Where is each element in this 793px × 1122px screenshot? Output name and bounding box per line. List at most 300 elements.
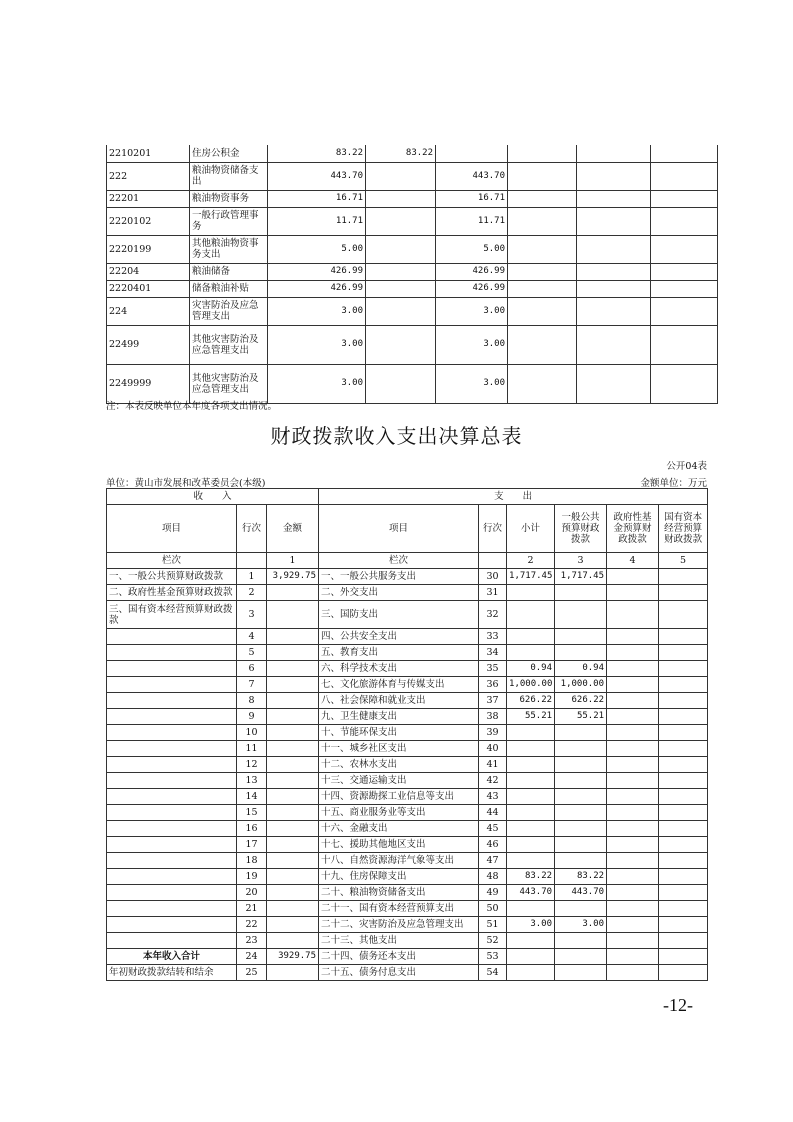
cell-in-line: 22 [237, 917, 267, 933]
cell-in-item [107, 869, 237, 885]
cell-in-line: 15 [237, 805, 267, 821]
cell-in-amt [267, 869, 319, 885]
cell-total: 5.00 [268, 235, 366, 263]
table-row [107, 569, 708, 585]
cell-in-amt [267, 789, 319, 805]
cell-in-item: 一、一般公共预算财政拨款 [107, 569, 237, 585]
cell-project [436, 145, 508, 162]
cell-state [659, 677, 708, 693]
cell-fund [607, 645, 659, 661]
cell-basic [366, 235, 436, 263]
cell-c6 [577, 364, 651, 403]
cell-in-item [107, 821, 237, 837]
cell-total: 426.99 [268, 280, 366, 297]
table-row [107, 805, 708, 821]
cell-ex-item: 二十三、其他支出 [319, 933, 479, 949]
cell-sub [507, 601, 555, 629]
cell-ex-item: 二十一、国有资本经营预算支出 [319, 901, 479, 917]
cell-in-item [107, 629, 237, 645]
col-general: 一般公共预算财政拨款 [555, 505, 607, 553]
cell-name: 其他灾害防治及应急管理支出 [190, 364, 268, 403]
cell-state [659, 885, 708, 901]
table-note: 注：本表反映单位本年度各项支出情况。 [106, 401, 278, 412]
cell-in-amt [267, 725, 319, 741]
cell-ex-line: 34 [479, 645, 507, 661]
cell-ex-item: 六、科学技术支出 [319, 661, 479, 677]
cell-in-item [107, 725, 237, 741]
cell-total: 443.70 [268, 162, 366, 190]
cell-total: 3.00 [268, 325, 366, 364]
cell-in-amt [267, 837, 319, 853]
cell-ex-item: 十七、援助其他地区支出 [319, 837, 479, 853]
table-row [107, 645, 708, 661]
cell-in-item: 二、政府性基金预算财政拨款 [107, 585, 237, 601]
cell-state [659, 789, 708, 805]
cell-c6 [577, 145, 651, 162]
cell-c7 [651, 297, 718, 325]
cell-name: 灾害防治及应急管理支出 [190, 297, 268, 325]
cell-fund [607, 629, 659, 645]
cell-in-line: 21 [237, 901, 267, 917]
cell-code: 2220102 [107, 207, 190, 235]
cell-gen: 443.70 [555, 885, 607, 901]
cell-ex-line: 54 [479, 965, 507, 981]
cell-sub: 83.22 [507, 869, 555, 885]
cell-sub: 0.94 [507, 661, 555, 677]
amount-unit: 金额单位：万元 [640, 478, 707, 489]
cell-ex-line: 37 [479, 693, 507, 709]
cell-in-line: 3 [237, 601, 267, 629]
cell-state [659, 869, 708, 885]
cell-ex-item: 二十四、债务还本支出 [319, 949, 479, 965]
cell-sub: 55.21 [507, 709, 555, 725]
cell-sub [507, 773, 555, 789]
cell-ex-line: 30 [479, 569, 507, 585]
cell-in-item: 本年收入合计 [107, 949, 237, 965]
cell-in-line: 18 [237, 853, 267, 869]
cell-sub [507, 725, 555, 741]
table-row [107, 789, 708, 805]
table-row [107, 325, 718, 364]
cell-ex-item: 七、文化旅游体育与传媒支出 [319, 677, 479, 693]
cell-in-line: 6 [237, 661, 267, 677]
cell-ex-line: 45 [479, 821, 507, 837]
table-row [107, 725, 708, 741]
cell-total: 83.22 [268, 145, 366, 162]
table-row [107, 162, 718, 190]
cell-in-item [107, 741, 237, 757]
cell-ex-item: 十、节能环保支出 [319, 725, 479, 741]
cell-in-line: 20 [237, 885, 267, 901]
cell-ex-line: 35 [479, 661, 507, 677]
table-row [107, 917, 708, 933]
cell-ex-line: 42 [479, 773, 507, 789]
cell-state [659, 693, 708, 709]
cell-ex-item: 一、一般公共服务支出 [319, 569, 479, 585]
cell-sub [507, 789, 555, 805]
cell-ex-item: 二十、粮油物资储备支出 [319, 885, 479, 901]
cell-sub [507, 805, 555, 821]
cell-c6 [577, 207, 651, 235]
cell-gen [555, 821, 607, 837]
cell-in-amt [267, 693, 319, 709]
idx-label: 栏次 [107, 553, 237, 569]
cell-sub: 626.22 [507, 693, 555, 709]
cell-c5 [508, 207, 577, 235]
cell-in-line: 7 [237, 677, 267, 693]
cell-ex-item: 十五、商业服务业等支出 [319, 805, 479, 821]
cell-gen [555, 725, 607, 741]
cell-fund [607, 773, 659, 789]
cell-state [659, 933, 708, 949]
cell-c7 [651, 325, 718, 364]
table-row [107, 821, 708, 837]
cell-project: 3.00 [436, 297, 508, 325]
cell-in-line: 4 [237, 629, 267, 645]
cell-ex-line: 33 [479, 629, 507, 645]
cell-in-item [107, 773, 237, 789]
cell-in-item [107, 901, 237, 917]
cell-gen [555, 601, 607, 629]
cell-code: 22499 [107, 325, 190, 364]
cell-ex-line: 44 [479, 805, 507, 821]
cell-fund [607, 661, 659, 677]
cell-in-amt [267, 853, 319, 869]
cell-gen [555, 837, 607, 853]
cell-c5 [508, 325, 577, 364]
cell-ex-line: 48 [479, 869, 507, 885]
cell-gen: 83.22 [555, 869, 607, 885]
expense-header: 支 出 [319, 489, 708, 505]
cell-c5 [508, 190, 577, 207]
cell-in-amt [267, 661, 319, 677]
cell-sub [507, 901, 555, 917]
cell-ex-item: 二十五、债务付息支出 [319, 965, 479, 981]
cell-state [659, 837, 708, 853]
cell-in-line: 12 [237, 757, 267, 773]
cell-in-item [107, 677, 237, 693]
cell-in-amt [267, 741, 319, 757]
cell-state [659, 853, 708, 869]
cell-in-line: 17 [237, 837, 267, 853]
cell-basic [366, 325, 436, 364]
cell-fund [607, 677, 659, 693]
cell-fund [607, 965, 659, 981]
cell-gen: 626.22 [555, 693, 607, 709]
cell-c5 [508, 364, 577, 403]
cell-c7 [651, 364, 718, 403]
cell-total: 3.00 [268, 364, 366, 403]
cell-in-amt [267, 965, 319, 981]
table-row [107, 773, 708, 789]
cell-c5 [508, 235, 577, 263]
cell-total: 16.71 [268, 190, 366, 207]
cell-gen [555, 645, 607, 661]
cell-code: 22204 [107, 263, 190, 280]
cell-total: 3.00 [268, 297, 366, 325]
col-item: 项目 [107, 505, 237, 553]
cell-ex-line: 32 [479, 601, 507, 629]
cell-ex-item: 五、教育支出 [319, 645, 479, 661]
expenditure-detail-table [106, 145, 718, 404]
section-header-row [107, 489, 708, 505]
cell-basic: 83.22 [366, 145, 436, 162]
cell-project: 3.00 [436, 364, 508, 403]
cell-in-item [107, 693, 237, 709]
cell-c6 [577, 235, 651, 263]
cell-c5 [508, 162, 577, 190]
col-state: 国有资本经营预算财政拨款 [659, 505, 708, 553]
col-line: 行次 [237, 505, 267, 553]
cell-ex-item: 十二、农林水支出 [319, 757, 479, 773]
cell-in-item [107, 757, 237, 773]
cell-in-amt [267, 901, 319, 917]
idx-1: 1 [267, 553, 319, 569]
cell-fund [607, 569, 659, 585]
cell-ex-line: 50 [479, 901, 507, 917]
cell-c7 [651, 162, 718, 190]
cell-sub: 1,000.00 [507, 677, 555, 693]
cell-sub [507, 933, 555, 949]
cell-ex-line: 31 [479, 585, 507, 601]
col-subtotal: 小计 [507, 505, 555, 553]
cell-c7 [651, 280, 718, 297]
column-index-row [107, 553, 708, 569]
table-row [107, 709, 708, 725]
cell-state [659, 965, 708, 981]
cell-fund [607, 933, 659, 949]
cell-sub [507, 741, 555, 757]
cell-sub: 443.70 [507, 885, 555, 901]
cell-fund [607, 949, 659, 965]
cell-in-line: 25 [237, 965, 267, 981]
cell-basic [366, 190, 436, 207]
cell-gen [555, 853, 607, 869]
cell-sub [507, 821, 555, 837]
cell-name: 一般行政管理事务 [190, 207, 268, 235]
page-title: 财政拨款收入支出决算总表 [270, 424, 523, 448]
cell-gen [555, 805, 607, 821]
cell-ex-item: 十八、自然资源海洋气象等支出 [319, 853, 479, 869]
cell-in-item [107, 805, 237, 821]
cell-ex-item: 二十二、灾害防治及应急管理支出 [319, 917, 479, 933]
cell-total: 11.71 [268, 207, 366, 235]
cell-ex-line: 40 [479, 741, 507, 757]
table-row [107, 601, 708, 629]
cell-code: 2220401 [107, 280, 190, 297]
cell-sub: 1,717.45 [507, 569, 555, 585]
cell-project: 11.71 [436, 207, 508, 235]
cell-state [659, 585, 708, 601]
cell-gen [555, 585, 607, 601]
cell-in-item [107, 853, 237, 869]
cell-state [659, 601, 708, 629]
cell-gen [555, 933, 607, 949]
cell-fund [607, 601, 659, 629]
idx-5: 5 [659, 553, 708, 569]
col-amount: 金额 [267, 505, 319, 553]
cell-in-amt [267, 629, 319, 645]
cell-gen: 1,000.00 [555, 677, 607, 693]
cell-in-item [107, 837, 237, 853]
cell-project: 443.70 [436, 162, 508, 190]
cell-code: 222 [107, 162, 190, 190]
cell-basic [366, 280, 436, 297]
cell-ex-line: 47 [479, 853, 507, 869]
col-fund: 政府性基金预算财政拨款 [607, 505, 659, 553]
cell-ex-item: 十三、交通运输支出 [319, 773, 479, 789]
cell-ex-line: 49 [479, 885, 507, 901]
cell-in-amt [267, 645, 319, 661]
cell-c6 [577, 263, 651, 280]
cell-fund [607, 885, 659, 901]
table-row [107, 757, 708, 773]
cell-gen: 0.94 [555, 661, 607, 677]
cell-in-amt [267, 677, 319, 693]
cell-fund [607, 725, 659, 741]
cell-ex-line: 53 [479, 949, 507, 965]
cell-in-line: 1 [237, 569, 267, 585]
cell-in-amt [267, 773, 319, 789]
cell-state [659, 917, 708, 933]
table-row [107, 661, 708, 677]
cell-fund [607, 585, 659, 601]
cell-c7 [651, 145, 718, 162]
idx-3: 3 [555, 553, 607, 569]
cell-in-amt [267, 585, 319, 601]
cell-name: 其他灾害防治及应急管理支出 [190, 325, 268, 364]
cell-total: 426.99 [268, 263, 366, 280]
table-row [107, 207, 718, 235]
cell-ex-item: 十六、金融支出 [319, 821, 479, 837]
form-number: 公开04表 [666, 461, 707, 472]
cell-fund [607, 693, 659, 709]
cell-project: 5.00 [436, 235, 508, 263]
cell-state [659, 805, 708, 821]
cell-in-line: 8 [237, 693, 267, 709]
cell-sub [507, 757, 555, 773]
cell-fund [607, 709, 659, 725]
cell-in-line: 16 [237, 821, 267, 837]
cell-c5 [508, 280, 577, 297]
idx-exp-label: 栏次 [319, 553, 479, 569]
cell-basic [366, 162, 436, 190]
cell-in-line: 9 [237, 709, 267, 725]
column-header-row [107, 505, 708, 553]
cell-code: 2220199 [107, 235, 190, 263]
cell-basic [366, 297, 436, 325]
cell-ex-line: 43 [479, 789, 507, 805]
cell-state [659, 725, 708, 741]
cell-in-line: 10 [237, 725, 267, 741]
cell-c5 [508, 145, 577, 162]
cell-gen [555, 949, 607, 965]
cell-code: 2249999 [107, 364, 190, 403]
cell-project: 16.71 [436, 190, 508, 207]
cell-name: 住房公积金 [190, 145, 268, 162]
income-header: 收 入 [107, 489, 319, 505]
cell-sub [507, 629, 555, 645]
cell-project: 3.00 [436, 325, 508, 364]
cell-code: 224 [107, 297, 190, 325]
cell-gen: 1,717.45 [555, 569, 607, 585]
cell-project: 426.99 [436, 263, 508, 280]
cell-ex-item: 十九、住房保障支出 [319, 869, 479, 885]
table-row [107, 869, 708, 885]
cell-in-item [107, 645, 237, 661]
table-row [107, 949, 708, 965]
cell-c5 [508, 263, 577, 280]
cell-c7 [651, 190, 718, 207]
cell-in-line: 2 [237, 585, 267, 601]
cell-state [659, 901, 708, 917]
cell-in-amt [267, 601, 319, 629]
cell-state [659, 773, 708, 789]
cell-sub [507, 965, 555, 981]
cell-fund [607, 789, 659, 805]
cell-in-item [107, 661, 237, 677]
cell-project: 426.99 [436, 280, 508, 297]
cell-c6 [577, 297, 651, 325]
cell-in-line: 11 [237, 741, 267, 757]
cell-ex-item: 十一、城乡社区支出 [319, 741, 479, 757]
cell-state [659, 569, 708, 585]
cell-state [659, 757, 708, 773]
table-row [107, 677, 708, 693]
cell-state [659, 629, 708, 645]
table-row [107, 585, 708, 601]
cell-name: 粮油物资储备支出 [190, 162, 268, 190]
cell-in-line: 13 [237, 773, 267, 789]
table-row [107, 280, 718, 297]
cell-ex-item: 四、公共安全支出 [319, 629, 479, 645]
table-row [107, 965, 708, 981]
cell-state [659, 949, 708, 965]
cell-code: 22201 [107, 190, 190, 207]
cell-sub [507, 853, 555, 869]
cell-ex-line: 36 [479, 677, 507, 693]
cell-in-amt [267, 709, 319, 725]
table-row [107, 837, 708, 853]
table-row [107, 235, 718, 263]
cell-ex-line: 38 [479, 709, 507, 725]
cell-state [659, 645, 708, 661]
cell-in-amt [267, 885, 319, 901]
cell-in-item [107, 789, 237, 805]
cell-fund [607, 741, 659, 757]
table-row [107, 190, 718, 207]
cell-ex-item: 八、社会保障和就业支出 [319, 693, 479, 709]
cell-c7 [651, 207, 718, 235]
table-row [107, 145, 718, 162]
cell-gen [555, 965, 607, 981]
cell-in-line: 23 [237, 933, 267, 949]
cell-fund [607, 917, 659, 933]
cell-in-item [107, 709, 237, 725]
cell-name: 储备粮油补贴 [190, 280, 268, 297]
cell-code: 2210201 [107, 145, 190, 162]
table-row [107, 629, 708, 645]
idx-2: 2 [507, 553, 555, 569]
cell-gen [555, 629, 607, 645]
reporting-unit: 单位：黄山市发展和改革委员会(本级) [106, 478, 266, 489]
cell-fund [607, 869, 659, 885]
cell-c7 [651, 235, 718, 263]
cell-c6 [577, 325, 651, 364]
cell-basic [366, 364, 436, 403]
cell-fund [607, 837, 659, 853]
cell-gen [555, 741, 607, 757]
